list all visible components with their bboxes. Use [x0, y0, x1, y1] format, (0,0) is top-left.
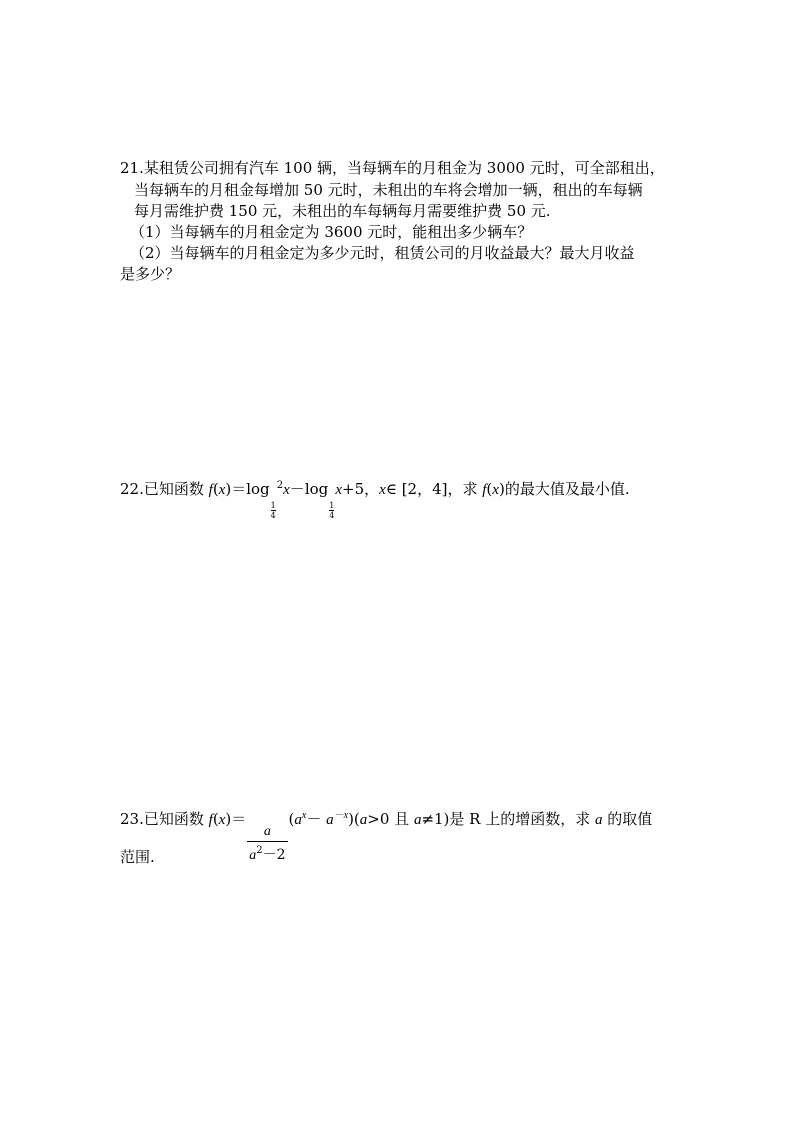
q23-frac-denominator [247, 841, 287, 865]
q21-part-1: （1）当每辆车的月租金定为 3600 元时，能租出多少辆车？ [130, 223, 533, 241]
q23-den-rest: －2 [262, 847, 286, 863]
q21-line-3: 每月需维护费 150 元，未租出的车每辆每月需要维护费 50 元. [134, 202, 551, 220]
q21-line-1: 21.某租赁公司拥有汽车 100 辆，当每辆车的月租金为 3000 元时，可全部租出， [120, 159, 665, 177]
q22-lp2: ( [486, 480, 493, 498]
q21-part-2: （2）当每辆车的月租金定为多少元时，租赁公司的月收益最大？最大月收益 [130, 244, 635, 262]
q23-den-a: a [249, 848, 257, 863]
q22-log-2: log [304, 480, 329, 498]
q22-base-num-1: 1 [270, 501, 276, 510]
q23-paren-open: ( [288, 810, 295, 828]
q21-part-2-cont: 是多少？ [120, 265, 181, 283]
q23-cond-open: ( [353, 810, 360, 828]
q23-a1: a [294, 812, 302, 828]
q23-suffix: 的取值 [602, 810, 653, 828]
q23-sup-x: x [301, 810, 307, 821]
q23-fraction [247, 823, 287, 865]
q22-eq: ＝ [231, 480, 247, 498]
q22-rp2: ) [498, 480, 505, 498]
q23-mid-text: 是 R 上的增函数，求 [449, 810, 596, 828]
q22-x: x [218, 482, 226, 498]
q22-number: 22. [120, 480, 144, 498]
q22-rp: ) [225, 480, 232, 498]
q23-line-2: 范围. [120, 848, 155, 866]
q23-a4: a [413, 812, 422, 828]
q22-log-1: log [246, 480, 270, 498]
q21-line-2: 当每辆车的月租金每增加 50 元时，未租出的车将会增加一辆，租出的车每辆 [134, 181, 643, 199]
q22-line [120, 475, 630, 520]
q22-suffix: 的最大值及最小值. [504, 480, 630, 498]
q22-base-num-2: 1 [329, 501, 335, 510]
q23-paren-close: ) [348, 810, 354, 828]
q22-log-base-2 [329, 501, 334, 520]
q22-interval: [2，4]，求 [396, 480, 483, 498]
q23-a3: a [359, 812, 368, 828]
q22-plus5: +5， [342, 480, 380, 498]
q22-x4: x [379, 482, 386, 498]
q23-line-1 [120, 805, 652, 865]
q23-eq: ＝ [231, 810, 247, 828]
q23-sup-negx: －x [333, 810, 349, 821]
q22-sup2: 2 [276, 480, 284, 491]
q23-minus: － [306, 810, 327, 828]
q23-cond-ne: ≠1) [421, 810, 450, 828]
q23-number: 23. [120, 810, 144, 828]
q23-prefix: 已知函数 [143, 810, 209, 828]
q22-x3: x [335, 482, 343, 498]
q22-f: f [208, 482, 213, 498]
q22-in: ∈ [385, 480, 397, 498]
q23-den-sup: 2 [256, 845, 263, 856]
q22-x5: x [492, 482, 499, 498]
q22-x2: x [283, 482, 290, 498]
q22-base-den-1: 4 [270, 511, 276, 520]
q23-f: f [208, 812, 213, 828]
q23-cond-gt: >0 且 [367, 810, 414, 828]
q22-minus: － [289, 480, 305, 498]
q22-lp: ( [212, 480, 219, 498]
q23-x: x [218, 812, 226, 828]
q23-rp: ) [225, 810, 232, 828]
q23-a5: a [595, 812, 603, 828]
q22-log-base-1 [271, 501, 276, 520]
q23-lp: ( [212, 810, 219, 828]
q22-f2: f [482, 482, 487, 498]
q23-a2: a [326, 812, 334, 828]
q22-prefix: 已知函数 [143, 480, 209, 498]
q22-base-den-2: 4 [329, 511, 335, 520]
q23-frac-numerator: a [263, 824, 271, 839]
